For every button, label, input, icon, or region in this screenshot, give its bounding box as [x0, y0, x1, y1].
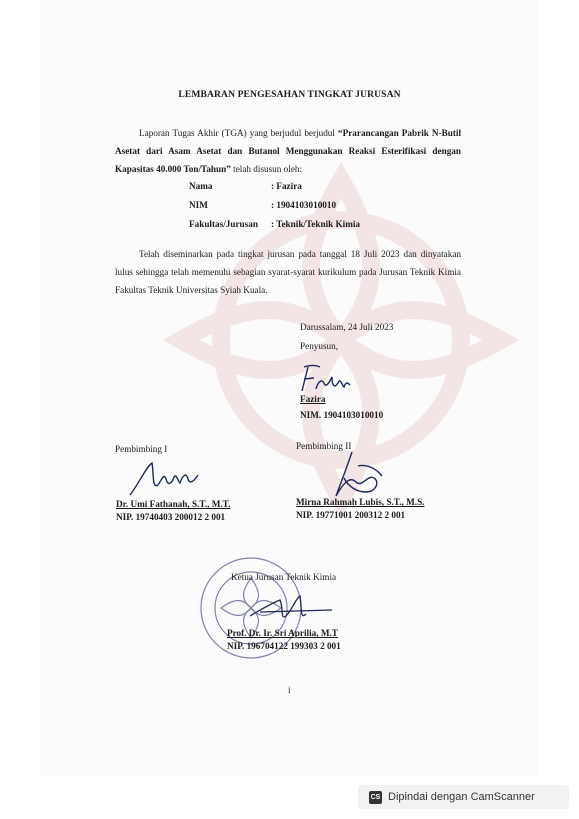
field-value: : 1904103010010: [271, 200, 337, 210]
supervisor1-signature-icon: [128, 455, 208, 501]
field-faculty: [189, 219, 360, 229]
page-number: i: [288, 685, 291, 695]
report-title: “Prarancangan Pabrik N-Butil Asetat dari Asam Asetat dan Butanol Menggunakan Reaksi Esterifikasi dengan Kapasitas 40.000 Ton/Tahun”: [115, 128, 462, 174]
body-paragraph: Telah diseminarkan pada tingkat jurusan pada tanggal 18 Juli 2023 dan dinyatakan lulus sehingga telah memenuhi sebagian syarat-syarat kurikulum pada Jurusan Teknik Kimia Fakultas Teknik Universitas Syiah Kuala.: [115, 249, 461, 295]
camscanner-badge: [358, 785, 569, 809]
field-label: Fakultas/Jurusan: [189, 219, 258, 229]
supervisor2-role: Pembimbing II: [296, 441, 352, 451]
head-role: Ketua Jurusan Teknik Kimia: [231, 572, 337, 582]
supervisor1-nip: NIP. 19740403 200012 2 001: [116, 512, 226, 522]
author-role: Penyusun,: [300, 341, 339, 351]
field-value: : Teknik/Teknik Kimia: [271, 219, 361, 229]
supervisor2-nip: NIP. 19771001 200312 2 001: [296, 510, 406, 520]
author-nim: NIM. 1904103010010: [300, 410, 384, 420]
camscanner-label: Dipindai dengan CamScanner: [388, 791, 535, 803]
supervisor1-role: Pembimbing I: [115, 444, 168, 454]
intro-prefix: Laporan Tugas Akhir (TGA) yang berjudul berjudul: [139, 128, 338, 138]
head-nip: NIP. 196704122 199303 2 001: [227, 641, 341, 651]
place-date: Darussalam, 24 Juli 2023: [300, 322, 394, 332]
intro-suffix: telah disusun oleh:: [230, 164, 303, 174]
field-label: NIM: [189, 200, 208, 210]
supervisor2-signature-icon: [318, 448, 388, 504]
author-name: Fazira: [300, 394, 326, 404]
field-value: : Fazira: [271, 181, 302, 191]
intro-paragraph: [115, 124, 461, 178]
page-title: LEMBARAN PENGESAHAN TINGKAT JURUSAN: [178, 89, 401, 100]
head-signature-icon: [240, 586, 340, 630]
field-nim: [189, 200, 336, 210]
head-name: Prof. Dr. Ir. Sri Aprilia, M.T: [227, 628, 338, 638]
author-signature-icon: [296, 361, 356, 397]
field-name: [189, 181, 302, 191]
supervisor1-name: Dr. Umi Fathanah, S.T., M.T.: [116, 499, 231, 509]
camscanner-icon: CS: [369, 791, 382, 804]
supervisor2-name: Mirna Rahmah Lubis, S.T., M.S.: [296, 497, 425, 507]
field-label: Nama: [189, 181, 213, 191]
